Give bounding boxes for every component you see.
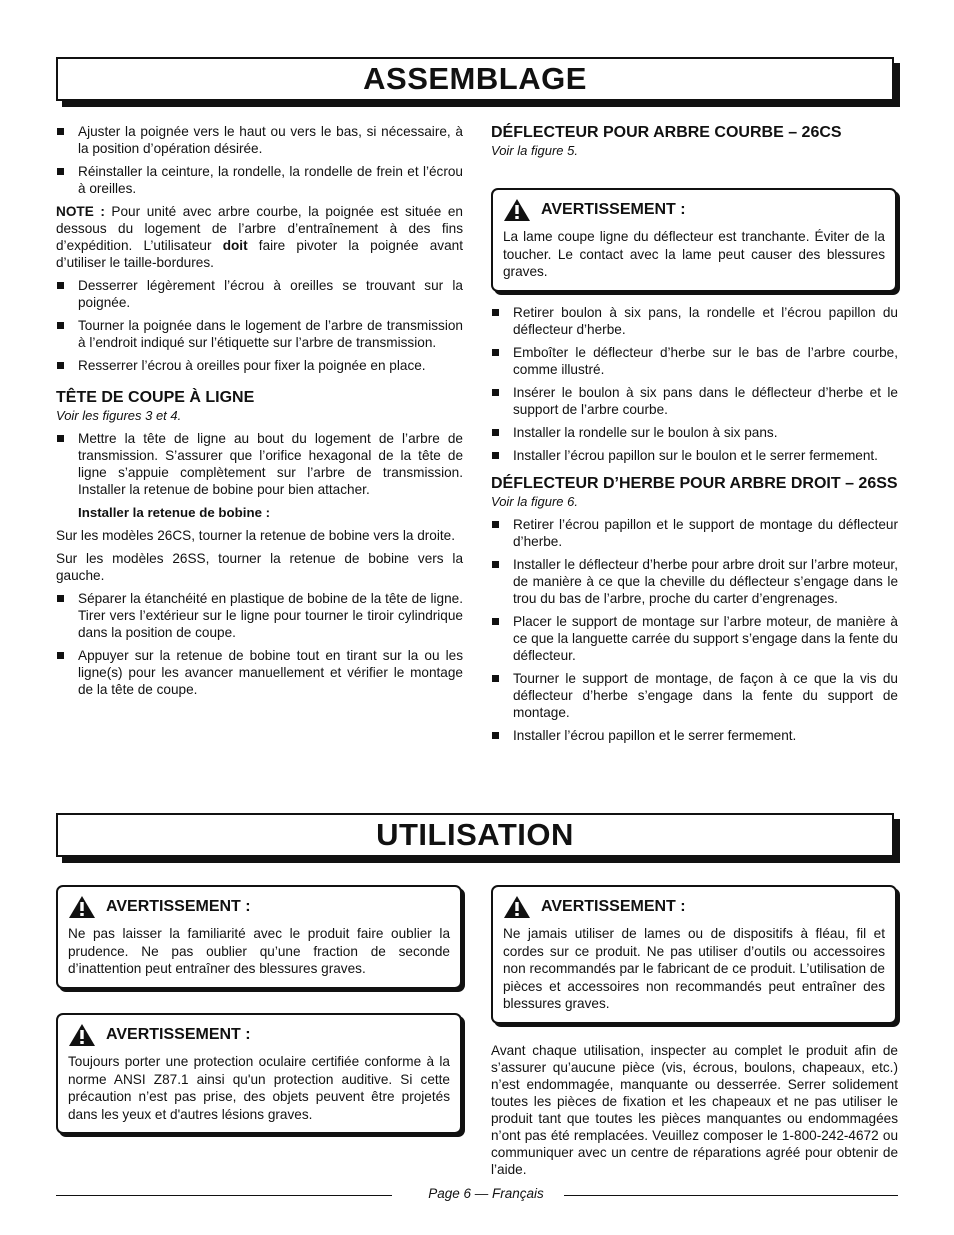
warning-text: Ne pas laisser la familiarité avec le produit faire oublier la prudence. Ne pas oublier qu’une fraction de seconde d’inattention peut entraîner des blessures graves. (68, 926, 450, 976)
list-item: Desserrer légèrement l’écrou à oreilles se trouvant sur la poignée. (56, 277, 463, 311)
note-paragraph (56, 203, 463, 271)
note-text: faire pivoter la poignée avant d’utiliser le taille-bordures. (56, 238, 463, 270)
figure-reference: Voir la figure 5. (491, 143, 578, 158)
warning-box (491, 188, 897, 292)
list-item: Ajuster la poignée vers le haut ou vers le bas, si nécessaire, à la position d’opération désirée. (56, 123, 463, 157)
warning-title: AVERTISSEMENT : (106, 898, 251, 916)
utilisation-banner (56, 813, 894, 857)
list-item: Installer le déflecteur d’herbe pour arbre droit sur l’arbre moteur, de manière à ce que la cheville du déflecteur s’engage dans le trou du bas de l’arbre, proche du carter d’engrenages. (491, 556, 898, 607)
list-item: Insérer le boulon à six pans dans le déflecteur d’herbe et le support de l’arbre courbe. (491, 384, 898, 418)
warning-title: AVERTISSEMENT : (541, 898, 686, 916)
warning-text: La lame coupe ligne du déflecteur est tranchante. Éviter de la toucher. Le contact avec la lame peut causer des blessures graves. (503, 229, 885, 279)
warning-text: Ne jamais utiliser de lames ou de dispositifs à fléau, fil et cordes sur ce produit. Ne pas utiliser d’outils ou accessoires non recommandés par le fabricant de ce produit. L’utilisation de pièces et accessoires non recommandés peut entraîner des blessures graves. (503, 926, 885, 1011)
assemblage-banner (56, 57, 894, 101)
warning-box (56, 885, 462, 989)
warning-triangle-icon (503, 198, 531, 222)
list-item: Appuyer sur la retenue de bobine tout en tirant sur la ou les ligne(s) pour les avancer manuellement et vérifier le montage de la tête de coupe. (56, 647, 463, 698)
assemblage-right-column (491, 123, 898, 165)
note-text: Pour unité avec arbre courbe, la poignée est située en dessous du logement de l’arbre d’entraînement à des fins d’expédition. L’utilisateur (56, 204, 463, 253)
list-item: Retirer l’écrou papillon et le support de montage du déflecteur d’herbe. (491, 516, 898, 550)
warning-header (68, 895, 450, 919)
section-heading-utilisation: UTILISATION (376, 817, 574, 852)
bullet-list (56, 123, 463, 197)
list-item: Retirer boulon à six pans, la rondelle et l’écrou papillon du déflecteur d’herbe. (491, 304, 898, 338)
assemblage-right-column-lower (491, 304, 898, 750)
bullet-list (491, 516, 898, 744)
list-item: Installer l’écrou papillon et le serrer fermement. (491, 727, 898, 744)
warning-box (491, 885, 897, 1024)
warning-text: Toujours porter une protection oculaire certifiée conforme à la norme ANSI Z87.1 ainsi qu'un protection auditive. Si cette précaution n’est pas prise, des objets peuvent être projetés dans les yeux et d'autres lésions graves. (68, 1054, 450, 1122)
warning-title: AVERTISSEMENT : (106, 1026, 251, 1044)
list-item: Réinstaller la ceinture, la rondelle, la rondelle de frein et l’écrou à oreilles. (56, 163, 463, 197)
list-item: Installer la rondelle sur le boulon à six pans. (491, 424, 898, 441)
section-heading-assemblage: ASSEMBLAGE (363, 61, 587, 96)
warning-header (68, 1023, 450, 1047)
subsection-title: DÉFLECTEUR POUR ARBRE COURBE – 26CS (491, 124, 842, 141)
list-item: Tourner le support de montage, de façon à ce que la vis du déflecteur d’herbe s’engage dans la fente du support de montage. (491, 670, 898, 721)
bullet-list (56, 277, 463, 374)
utilisation-right-column (491, 1042, 898, 1184)
note-emphasis: doit (222, 238, 248, 253)
note-label: NOTE : (56, 204, 105, 219)
bullet-list (56, 590, 463, 698)
list-item: Mettre la tête de ligne au bout du logement de l’arbre de transmission. S’assurer que l’orifice hexagonal de la tête de ligne s’appuie complètement sur l’arbre de transmission. Installer la retenue de bobine pour bien attacher. (56, 430, 463, 498)
footer-rule-right (564, 1195, 898, 1196)
footer-rule-left (56, 1195, 392, 1196)
indented-text: Sur les modèles 26CS, tourner la retenue de bobine vers la droite. (56, 528, 455, 543)
bullet-list (56, 430, 463, 498)
list-item: Resserrer l’écrou à oreilles pour fixer la poignée en place. (56, 357, 463, 374)
subsection-title: TÊTE DE COUPE À LIGNE (56, 389, 255, 406)
inspection-paragraph: Avant chaque utilisation, inspecter au complet le produit afin de s’assurer qu’aucune pièce (vis, écrous, boulons, chapeaux, etc.) n’est endommagée, manquante ou desserrée. Serrer solidement toutes les pièces de fixation et les chapeaux et ne pas utiliser le produit tant que toutes les pièces manquantes ou endommagées n’ont pas été remplacées. Veuillez composer le 1-800-242-4672 ou communiquer avec un centre de réparations agréé pour obtenir de l’aide. (491, 1043, 898, 1177)
subsection-title: DÉFLECTEUR D’HERBE POUR ARBRE DROIT – 26SS (491, 475, 898, 492)
bullet-list (491, 304, 898, 464)
warning-header (503, 198, 885, 222)
warning-header (503, 895, 885, 919)
list-item: Séparer la étanchéité en plastique de bobine de la tête de ligne. Tirer vers l’extérieur sur le ligne pour tourner le tiroir cylindrique dans la position de coupe. (56, 590, 463, 641)
warning-triangle-icon (503, 895, 531, 919)
assemblage-left-column (56, 123, 463, 704)
page-number: Page 6 — Français (428, 1186, 544, 1201)
warning-triangle-icon (68, 895, 96, 919)
warning-box (56, 1013, 462, 1134)
list-item: Emboîter le déflecteur d’herbe sur le bas de l’arbre courbe, comme illustré. (491, 344, 898, 378)
figure-reference: Voir la figure 6. (491, 494, 578, 509)
warning-title: AVERTISSEMENT : (541, 201, 686, 219)
indented-text: Sur les modèles 26SS, tourner la retenue de bobine vers la gauche. (56, 551, 463, 583)
sub-heading: Installer la retenue de bobine : (78, 505, 271, 520)
figure-reference: Voir les figures 3 et 4. (56, 408, 182, 423)
list-item: Tourner la poignée dans le logement de l’arbre de transmission à l’endroit indiqué sur l’étiquette sur l’arbre de transmission. (56, 317, 463, 351)
warning-triangle-icon (68, 1023, 96, 1047)
list-item: Placer le support de montage sur l’arbre moteur, de manière à ce que la languette carrée du support s’engage dans la fente du déflecteur. (491, 613, 898, 664)
list-item: Installer l’écrou papillon sur le boulon et le serrer fermement. (491, 447, 898, 464)
page-footer (56, 1186, 898, 1204)
